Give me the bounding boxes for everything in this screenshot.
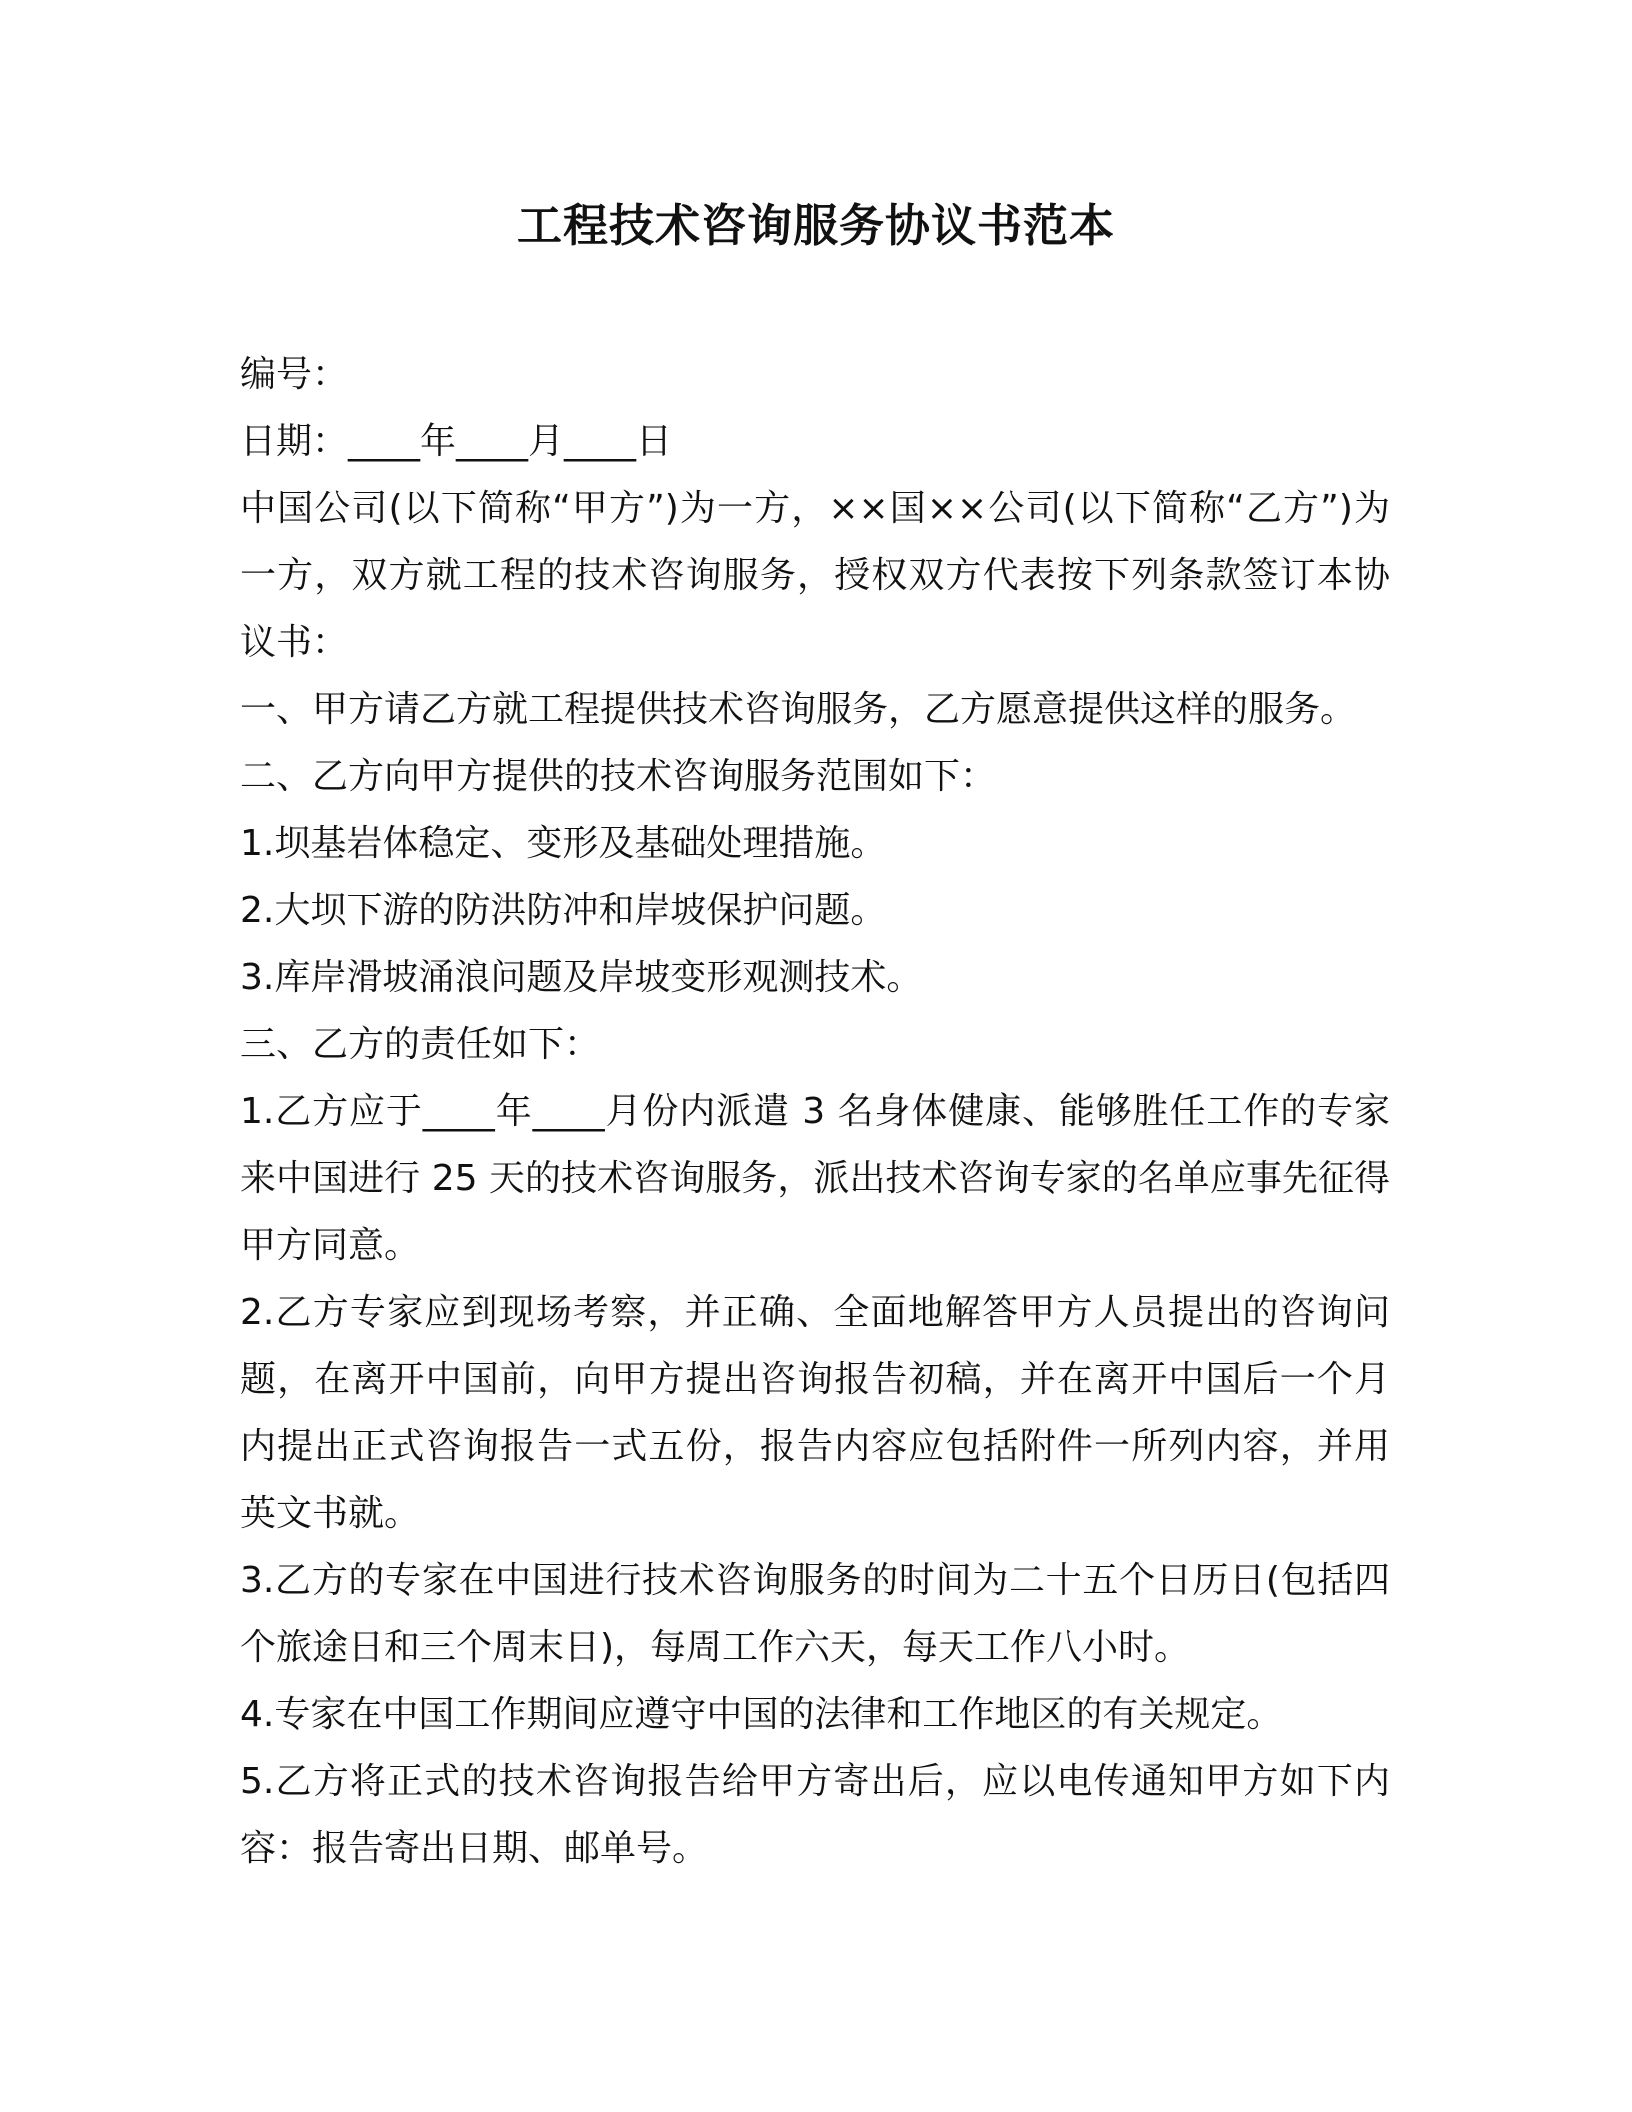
number-label: 编号： <box>240 354 349 395</box>
clause-2-item: 1.坝基岩体稳定、变形及基础处理措施。 <box>240 823 887 864</box>
intro-paragraph: 中国公司(以下简称“甲方”)为一方，××国××公司(以下简称“乙方”)为一方，双方就工程的技术咨询服务，授权双方代表按下列条款签订本协议书： <box>240 488 1390 663</box>
clause-3-item: 4.专家在中国工作期间应遵守中国的法律和工作地区的有关规定。 <box>240 1694 1283 1735</box>
document-title: 工程技术咨询服务协议书范本 <box>516 199 1115 252</box>
clause-2-item: 3.库岸滑坡涌浪问题及岸坡变形观测技术。 <box>240 957 923 998</box>
clause-3-item: 5.乙方将正式的技术咨询报告给甲方寄出后，应以电传通知甲方如下内容：报告寄出日期、邮单号。 <box>240 1761 1390 1869</box>
clause-3-item: 2.乙方专家应到现场考察，并正确、全面地解答甲方人员提出的咨询问题，在离开中国前，向甲方提出咨询报告初稿，并在离开中国后一个月内提出正式咨询报告一式五份，报告内容应包括附件一所列内容，并用英文书就。 <box>240 1292 1390 1534</box>
clause-2-item: 2.大坝下游的防洪防冲和岸坡保护问题。 <box>240 890 887 931</box>
clause-1: 一、甲方请乙方就工程提供技术咨询服务，乙方愿意提供这样的服务。 <box>240 689 1357 730</box>
clause-3-item: 1.乙方应于____年____月份内派遣 3 名身体健康、能够胜任工作的专家来中国进行 25 天的技术咨询服务，派出技术咨询专家的名单应事先征得甲方同意。 <box>240 1091 1390 1266</box>
clause-3-item: 3.乙方的专家在中国进行技术咨询服务的时间为二十五个日历日(包括四个旅途日和三个周末日)，每周工作六天，每天工作八小时。 <box>240 1560 1390 1668</box>
document-body <box>240 341 1390 1882</box>
date-line: 日期：____年____月____日 <box>240 421 673 462</box>
clause-3-heading: 三、乙方的责任如下： <box>240 1024 601 1065</box>
clause-2-heading: 二、乙方向甲方提供的技术咨询服务范围如下： <box>240 756 997 797</box>
